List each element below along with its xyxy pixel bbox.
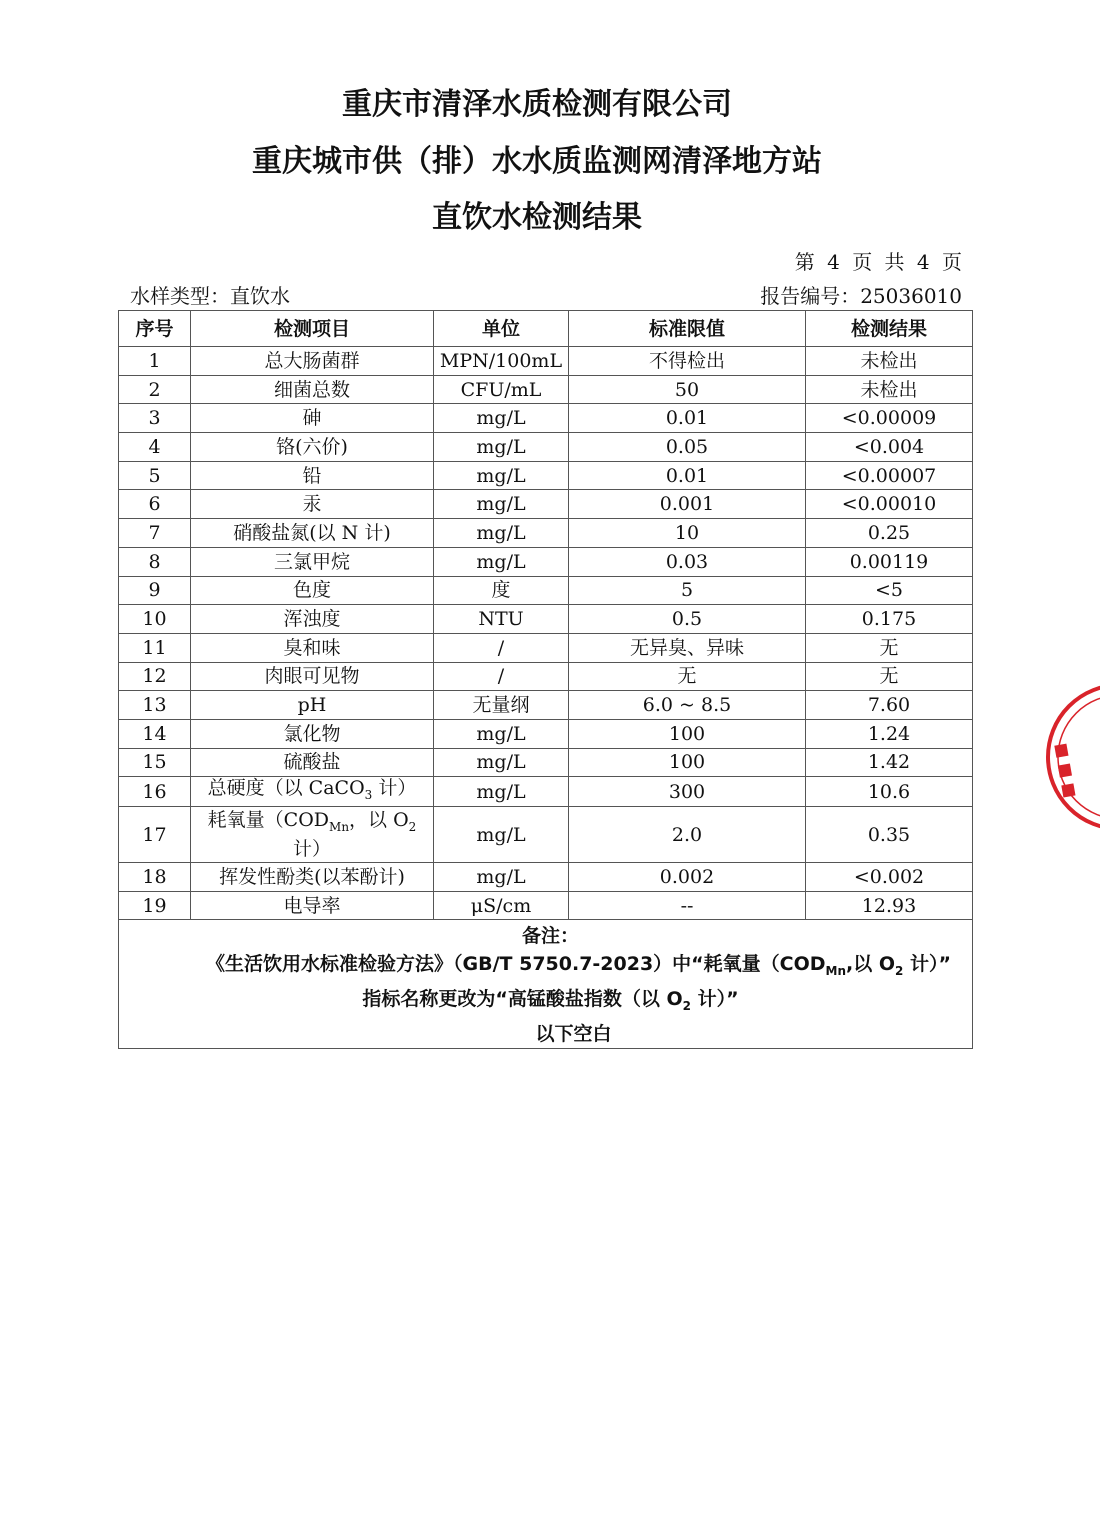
table-row [119,662,973,691]
subscript: Mn [329,820,350,834]
cell-item: 肉眼可见物 [191,662,434,691]
notes-line-1 [122,950,969,985]
official-seal [1040,682,1100,832]
seal-icon [1040,682,1100,832]
cell-result: 未检出 [806,375,973,404]
table-row [119,576,973,605]
cell-limit: 不得检出 [569,347,806,376]
cell-result: 10.6 [806,777,973,807]
item-text-end: 计） [372,777,417,800]
cell-limit: 5 [569,576,806,605]
header-result: 检测结果 [806,311,973,347]
item-text: 耗氧量（COD [207,809,330,832]
cell-no: 6 [119,490,191,519]
cell-no: 8 [119,547,191,576]
cell-result: 1.42 [806,748,973,777]
cell-result: 0.25 [806,519,973,548]
item-text-end: 计） [292,838,331,860]
item-text: 总硬度（以 CaCO [207,777,365,800]
table-row [119,691,973,720]
cell-limit: 6.0 ~ 8.5 [569,691,806,720]
cell-result: 0.35 [806,807,973,863]
cell-unit: mg/L [434,748,569,777]
table-row [119,490,973,519]
company-title: 重庆市清泽水质检测有限公司 [342,87,732,122]
cell-result: 无 [806,633,973,662]
cell-no: 13 [119,691,191,720]
cell-limit: 0.01 [569,461,806,490]
table-row [119,347,973,376]
cell-item: 汞 [191,490,434,519]
cell-item: 铅 [191,461,434,490]
cell-item: 硫酸盐 [191,748,434,777]
cell-result: 7.60 [806,691,973,720]
notes-heading: 备注： [521,925,579,948]
table-row [119,807,973,863]
cell-unit: mg/L [434,433,569,462]
cell-no: 17 [119,807,191,863]
table-row [119,605,973,634]
cell-result: 0.00119 [806,547,973,576]
table-row [119,777,973,807]
subscript: Mn [825,964,847,979]
cell-limit: 2.0 [569,807,806,863]
cell-item: 细菌总数 [191,375,434,404]
cell-limit: 100 [569,719,806,748]
cell-result: <0.00007 [806,461,973,490]
cell-unit: mg/L [434,404,569,433]
cell-unit: MPN/100mL [434,347,569,376]
cell-item: 浑浊度 [191,605,434,634]
cell-item: 总大肠菌群 [191,347,434,376]
header-row [119,311,973,347]
cell-limit: 0.03 [569,547,806,576]
cell-item: 电导率 [191,891,434,920]
cell-no: 1 [119,347,191,376]
cell-unit: CFU/mL [434,375,569,404]
cell-no: 9 [119,576,191,605]
notes-line-2 [122,985,969,1020]
table-row [119,891,973,920]
table-row [119,748,973,777]
cell-result: 未检出 [806,347,973,376]
cell-no: 18 [119,863,191,892]
cell-item: 挥发性酚类(以苯酚计) [191,863,434,892]
cell-no: 5 [119,461,191,490]
notes-row [119,920,973,1049]
notes-cell [119,920,973,1049]
cell-result: <0.00009 [806,404,973,433]
sample-type: 水样类型：直饮水 [130,284,290,308]
cell-result: <0.00010 [806,490,973,519]
cell-unit: 度 [434,576,569,605]
cell-limit: 100 [569,748,806,777]
table-row [119,519,973,548]
cell-no: 12 [119,662,191,691]
table-row [119,461,973,490]
cell-unit: μS/cm [434,891,569,920]
cell-unit: mg/L [434,719,569,748]
notes-text: 指标名称更改为“高锰酸盐指数（以 O [362,988,683,1011]
cell-item [191,807,434,863]
cell-item: 氯化物 [191,719,434,748]
cell-no: 11 [119,633,191,662]
table-row [119,404,973,433]
cell-no: 7 [119,519,191,548]
table-row [119,433,973,462]
cell-result: <0.004 [806,433,973,462]
cell-result: 1.24 [806,719,973,748]
cell-result: <0.002 [806,863,973,892]
cell-item: 三氯甲烷 [191,547,434,576]
cell-unit: mg/L [434,461,569,490]
cell-limit: 0.001 [569,490,806,519]
header-unit: 单位 [434,311,569,347]
cell-unit: mg/L [434,863,569,892]
cell-no: 4 [119,433,191,462]
cell-no: 3 [119,404,191,433]
cell-limit: 0.5 [569,605,806,634]
cell-item: pH [191,691,434,720]
cell-item: 色度 [191,576,434,605]
cell-unit: NTU [434,605,569,634]
header-item: 检测项目 [191,311,434,347]
notes-text: 计）” [903,953,951,976]
cell-limit: 无 [569,662,806,691]
cell-limit: 0.05 [569,433,806,462]
cell-unit: mg/L [434,519,569,548]
notes-line-3: 以下空白 [535,1023,612,1046]
cell-unit: mg/L [434,807,569,863]
cell-result: 12.93 [806,891,973,920]
svg-text:■ ■ ■: ■ ■ ■ [1052,741,1081,800]
table-row [119,863,973,892]
notes-text: ,以 O [846,953,896,976]
cell-no: 10 [119,605,191,634]
cell-result: 0.175 [806,605,973,634]
table-row [119,547,973,576]
cell-item [191,777,434,807]
station-title: 重庆城市供（排）水水质监测网清泽地方站 [252,144,822,179]
cell-limit: -- [569,891,806,920]
cell-limit: 50 [569,375,806,404]
cell-unit: mg/L [434,490,569,519]
cell-limit: 0.002 [569,863,806,892]
cell-no: 2 [119,375,191,404]
subscript: 2 [895,964,904,979]
cell-no: 14 [119,719,191,748]
cell-unit: 无量纲 [434,691,569,720]
cell-limit: 300 [569,777,806,807]
cell-limit: 0.01 [569,404,806,433]
notes-text: 《生活饮用水标准检验方法》（GB/T 5750.7-2023）中“耗氧量（COD [206,953,826,976]
cell-item: 臭和味 [191,633,434,662]
header-limit: 标准限值 [569,311,806,347]
subscript: 2 [408,820,417,834]
table-row [119,633,973,662]
cell-limit: 10 [569,519,806,548]
results-table [118,310,973,1049]
cell-no: 15 [119,748,191,777]
report-title: 直饮水检测结果 [432,200,642,235]
cell-limit: 无异臭、异味 [569,633,806,662]
notes-text: 计）” [691,988,739,1011]
cell-unit: mg/L [434,777,569,807]
cell-result: 无 [806,662,973,691]
cell-item: 砷 [191,404,434,433]
page-indicator: 第 4 页 共 4 页 [794,250,962,274]
cell-item: 铬(六价) [191,433,434,462]
report-number: 报告编号：25036010 [760,284,962,308]
cell-no: 16 [119,777,191,807]
subscript: 3 [364,788,373,803]
subscript: 2 [682,999,691,1014]
header-no: 序号 [119,311,191,347]
table-row [119,375,973,404]
table-row [119,719,973,748]
cell-result: <5 [806,576,973,605]
cell-unit: / [434,633,569,662]
cell-unit: mg/L [434,547,569,576]
cell-item: 硝酸盐氮(以 N 计) [191,519,434,548]
cell-no: 19 [119,891,191,920]
item-text-mid: ，以 O [349,809,409,832]
cell-unit: / [434,662,569,691]
